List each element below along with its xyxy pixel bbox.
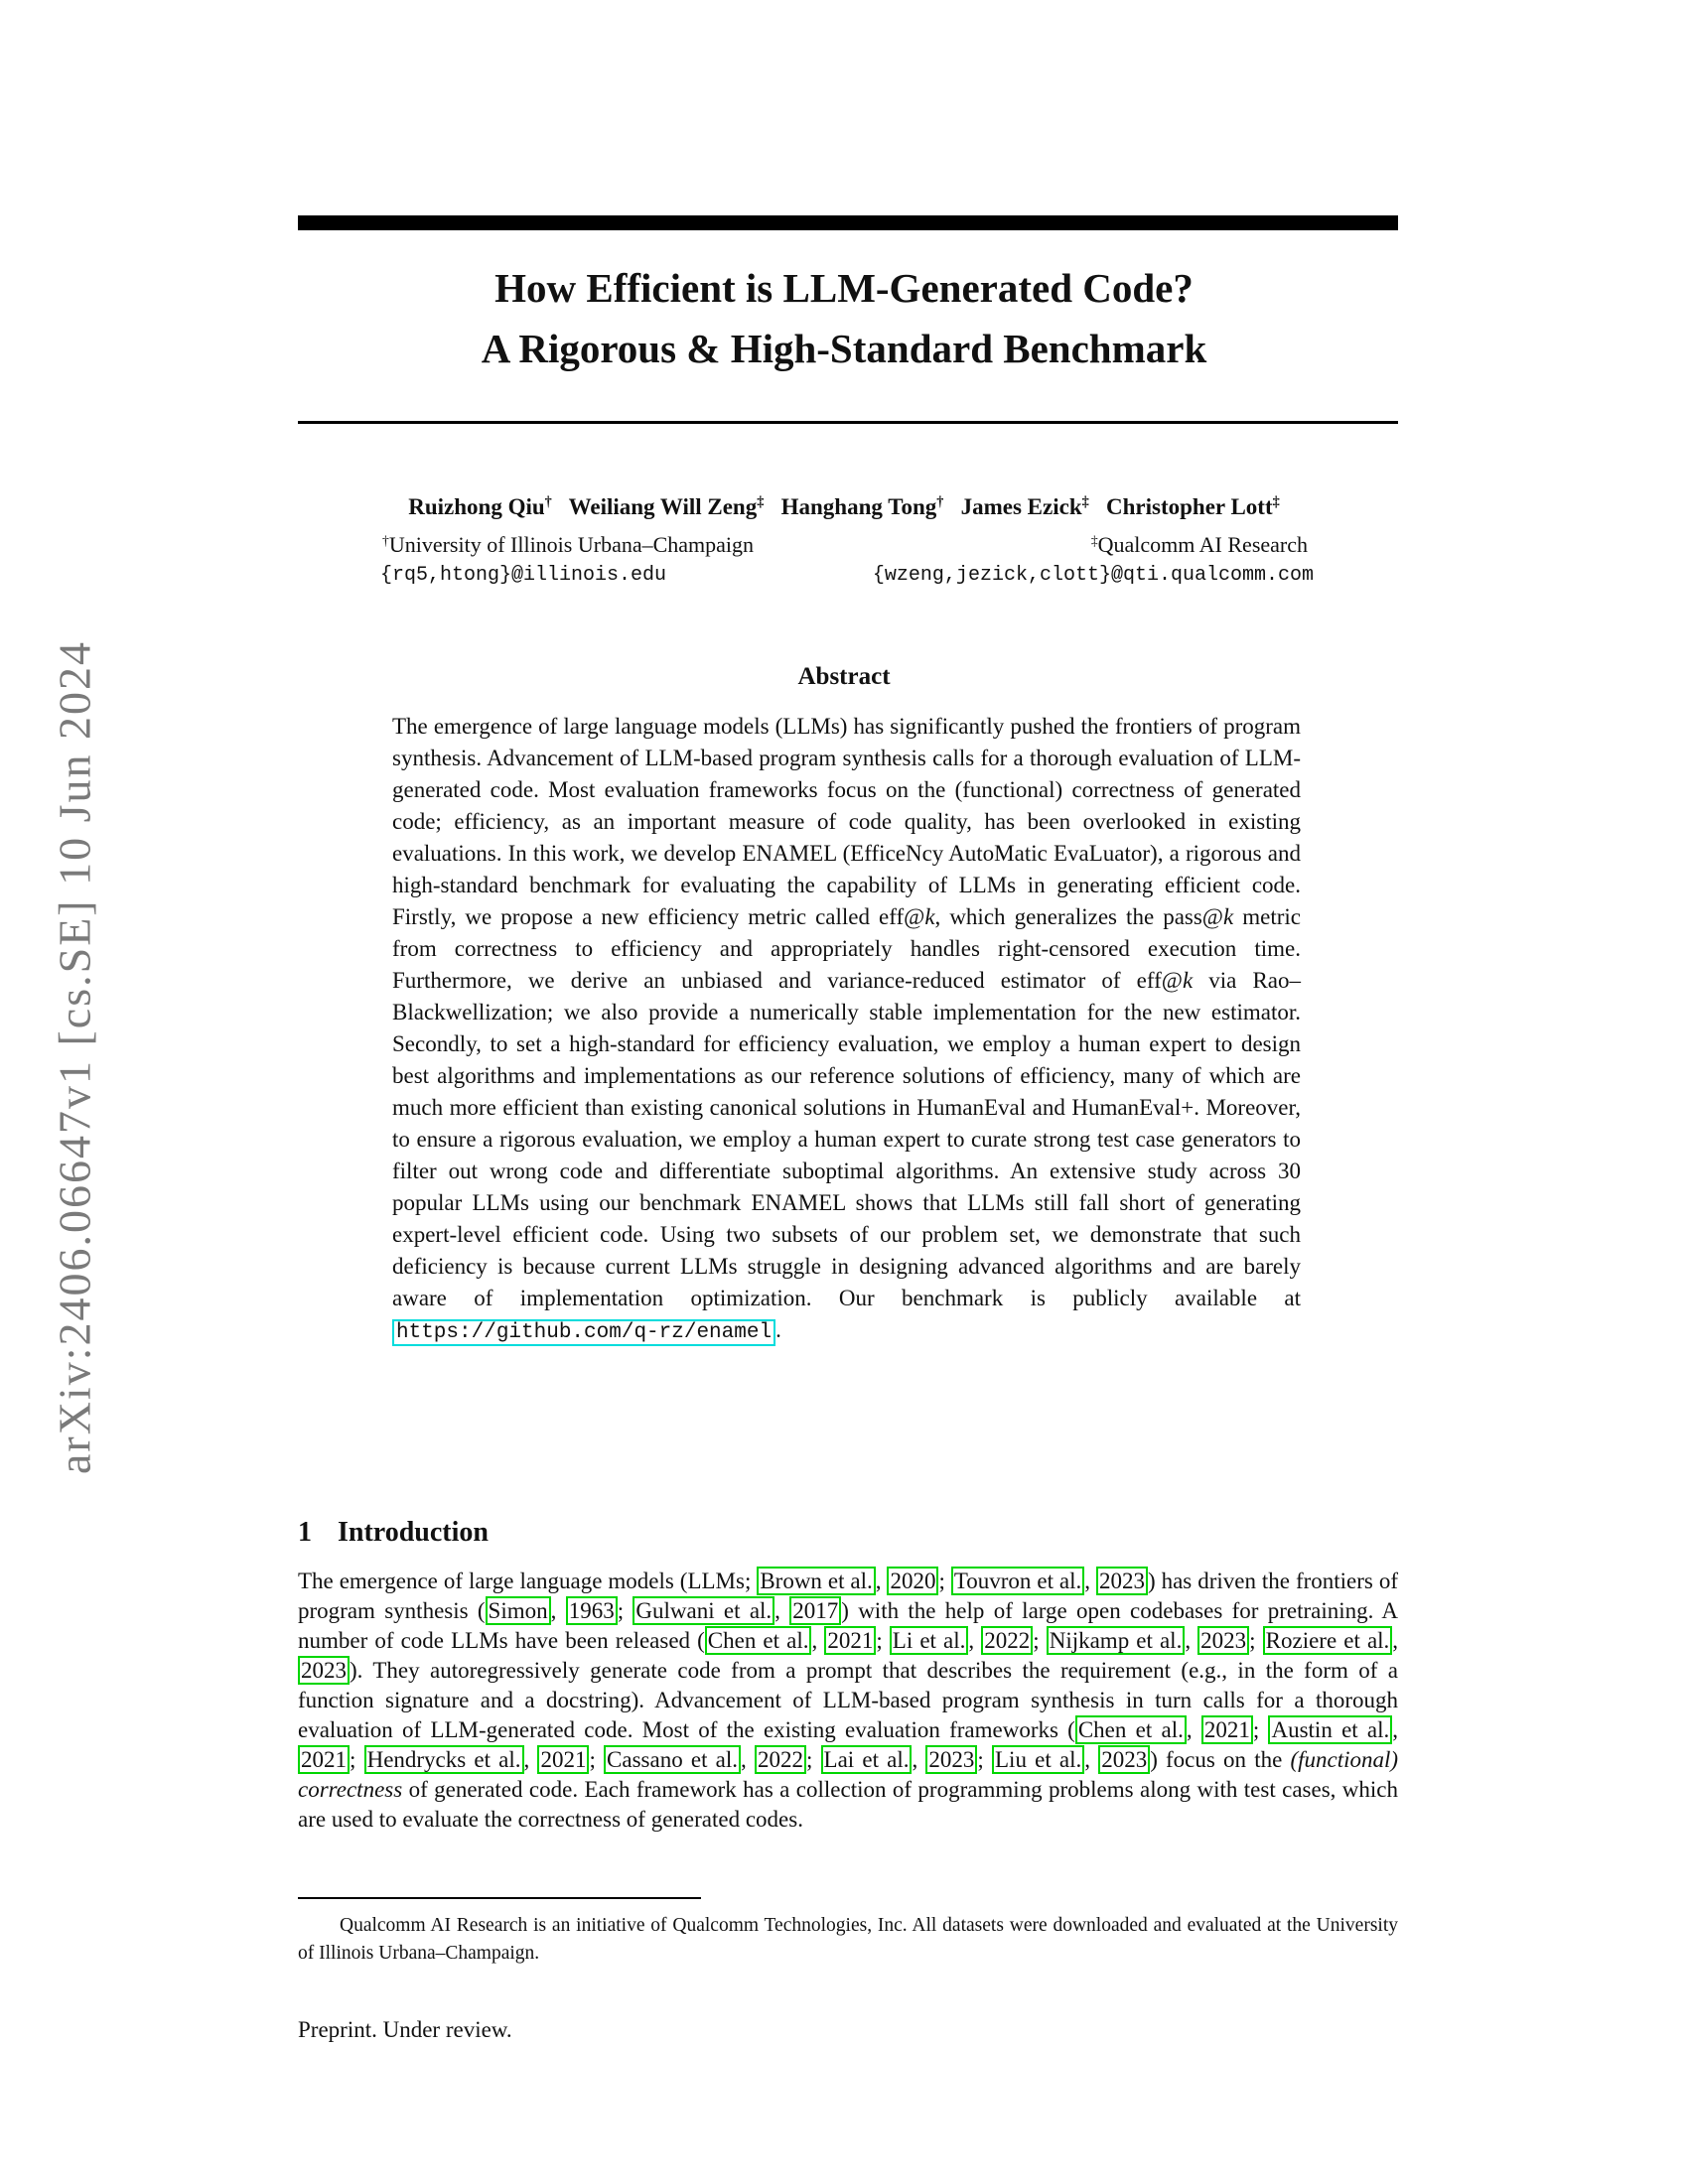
preprint-note: Preprint. Under review. bbox=[298, 2017, 512, 2042]
text-segment bbox=[552, 494, 569, 519]
text-segment: ; bbox=[1033, 1628, 1047, 1653]
text-segment: ) focus on the bbox=[1150, 1747, 1291, 1772]
text-segment: The emergence of large language models (LLMs; bbox=[298, 1569, 758, 1593]
citation-link[interactable]: Touvron et al. bbox=[951, 1567, 1084, 1595]
paper-title bbox=[0, 258, 1688, 379]
text-segment: Christopher Lott bbox=[1106, 494, 1273, 519]
citation-link[interactable]: Simon bbox=[486, 1596, 551, 1625]
text-segment: , bbox=[741, 1747, 755, 1772]
introduction-paragraph bbox=[298, 1567, 1398, 1835]
text-segment: ‡ bbox=[1090, 532, 1098, 548]
text-segment: The emergence of large language models (LLMs) has significantly pushed the frontiers of program synthesis. Advancement of LLM-based program synthesis calls for a thorough evaluation of LLM-generated code. Most evaluation frameworks focus on the (functional) correctness of generated code; efficiency, as an important measure of code quality, has been overlooked in existing evaluations. In this work, we develop ENAMEL (EfficeNcy AutoMatic EvaLuator), a rigorous and high-standard benchmark for evaluating the capability of LLMs in generating efficient code. Firstly, we propose a new efficiency metric called eff@ bbox=[392, 714, 1301, 929]
text-segment: Ruizhong Qiu bbox=[408, 494, 545, 519]
text-segment bbox=[1089, 494, 1106, 519]
citation-link[interactable]: 2021 bbox=[298, 1745, 350, 1774]
text-segment: , bbox=[523, 1747, 538, 1772]
footnote-rule bbox=[298, 1897, 701, 1899]
text-segment: k bbox=[1223, 904, 1234, 929]
text-segment: † bbox=[544, 494, 552, 511]
citation-link[interactable]: Nijkamp et al. bbox=[1047, 1626, 1186, 1655]
footnote-text: Qualcomm AI Research is an initiative of Qualcomm Technologies, Inc. All datasets were downloaded and evaluated at the University of Illinois Urbana–Champaign. bbox=[298, 1915, 1398, 1964]
citation-link[interactable]: 1963 bbox=[566, 1596, 618, 1625]
citation-link[interactable]: 2021 bbox=[537, 1745, 589, 1774]
text-segment: k bbox=[1182, 968, 1194, 993]
text-segment: University of Illinois Urbana–Champaign bbox=[388, 532, 755, 557]
citation-link[interactable]: Brown et al. bbox=[757, 1567, 875, 1595]
text-segment: k bbox=[924, 904, 935, 929]
citation-link[interactable]: 2023 bbox=[298, 1656, 350, 1685]
citation-link[interactable]: 2021 bbox=[1201, 1715, 1253, 1744]
text-segment: Qualcomm AI Research bbox=[1097, 532, 1308, 557]
citation-link[interactable]: Cassano et al. bbox=[604, 1745, 741, 1774]
citation-link[interactable]: 2022 bbox=[755, 1745, 806, 1774]
abstract-heading: Abstract bbox=[797, 663, 891, 690]
url-link[interactable]: https://github.com/q-rz/enamel bbox=[392, 1319, 775, 1346]
citation-link[interactable]: 2022 bbox=[981, 1626, 1033, 1655]
header-rule bbox=[298, 215, 1398, 230]
citation-link[interactable]: Chen et al. bbox=[705, 1626, 812, 1655]
text-segment: Hanghang Tong bbox=[780, 494, 937, 519]
affiliation-uiuc bbox=[382, 532, 754, 558]
paper-title-line-2: A Rigorous & High-Standard Benchmark bbox=[481, 326, 1207, 371]
text-segment: metric from correctness to efficiency and appropriately handles right-censored execution time. Furthermore, we derive an unbiased and variance-reduced estimator of eff@ bbox=[392, 904, 1302, 993]
text-segment: , bbox=[1392, 1717, 1399, 1742]
citation-link[interactable]: Chen et al. bbox=[1075, 1715, 1187, 1744]
text-segment: , which generalizes the pass@ bbox=[934, 904, 1223, 929]
text-segment: ; bbox=[938, 1569, 951, 1593]
text-segment: . bbox=[775, 1317, 781, 1342]
text-segment bbox=[764, 494, 780, 519]
citation-link[interactable]: 2021 bbox=[824, 1626, 876, 1655]
text-segment: , bbox=[912, 1747, 926, 1772]
affiliation-qualcomm bbox=[1091, 532, 1308, 558]
text-segment: ; bbox=[1249, 1628, 1263, 1653]
citation-link[interactable]: 2020 bbox=[887, 1567, 938, 1595]
text-segment: , bbox=[968, 1628, 982, 1653]
citation-link[interactable]: Hendrycks et al. bbox=[364, 1745, 524, 1774]
text-segment: ‡ bbox=[1272, 494, 1280, 511]
text-segment: ; bbox=[1252, 1717, 1269, 1742]
text-segment: , bbox=[1084, 1747, 1099, 1772]
text-segment: , bbox=[875, 1569, 888, 1593]
text-segment: ; bbox=[589, 1747, 605, 1772]
text-segment: , bbox=[774, 1598, 790, 1623]
text-segment: , bbox=[811, 1628, 825, 1653]
text-segment: (functional) correctness bbox=[298, 1747, 1399, 1802]
text-segment: ). They autoregressively generate code from a prompt that describes the requirement (e.g., in the form of a function signature and a docstring). Advancement of LLM-based program synthesis in turn calls for a thorough evaluation of LLM-generated code. Most of the existing evaluation frameworks ( bbox=[298, 1658, 1398, 1742]
text-segment: ; bbox=[977, 1747, 992, 1772]
text-segment: ; bbox=[350, 1747, 364, 1772]
arxiv-watermark: arXiv:2406.06647v1 [cs.SE] 10 Jun 2024 bbox=[49, 639, 100, 1475]
citation-link[interactable]: 2023 bbox=[1098, 1745, 1150, 1774]
text-segment: of generated code. Each framework has a collection of programming problems along with test cases, which are used to evaluate the correctness of generated codes. bbox=[298, 1777, 1398, 1832]
citation-link[interactable]: Liu et al. bbox=[992, 1745, 1084, 1774]
title-rule bbox=[298, 421, 1398, 424]
text-segment: Weiliang Will Zeng bbox=[568, 494, 758, 519]
citation-link[interactable]: Austin et al. bbox=[1268, 1715, 1392, 1744]
text-segment: † bbox=[382, 532, 389, 548]
text-segment: ; bbox=[805, 1747, 821, 1772]
citation-link[interactable]: 2023 bbox=[1096, 1567, 1148, 1595]
paper-title-line-1: How Efficient is LLM-Generated Code? bbox=[494, 265, 1194, 311]
author-emails bbox=[380, 564, 1314, 587]
text-segment: via Rao–Blackwellization; we also provide a numerically stable implementation for the new estimator. Secondly, to set a high-standard for efficiency evaluation, we employ a human expert to design best algorithms and implementations as our reference solutions of efficiency, many of which are much more efficient than existing canonical solutions in HumanEval and HumanEval+. Moreover, to ensure a rigorous evaluation, we employ a human expert to curate strong test case generators to filter out wrong code and differentiate suboptimal algorithms. An extensive study across 30 popular LLMs using our benchmark ENAMEL shows that LLMs still fall short of generating expert-level efficient code. Using two subsets of our problem set, we demonstrate that such deficiency is because current LLMs struggle in designing advanced algorithms and are barely aware of implementation optimization. Our benchmark is publicly available at bbox=[392, 968, 1302, 1310]
text-segment: ; bbox=[617, 1598, 633, 1623]
text-segment: ) has driven the frontiers of program synthesis ( bbox=[298, 1569, 1398, 1623]
abstract-text bbox=[392, 711, 1301, 1349]
email-uiuc: {rq5,htong}@illinois.edu bbox=[380, 564, 667, 587]
citation-link[interactable]: Li et al. bbox=[890, 1626, 969, 1655]
text-segment: ) with the help of large open codebases for pretraining. A number of code LLMs have been released ( bbox=[298, 1598, 1399, 1653]
text-segment: , bbox=[1186, 1717, 1201, 1742]
text-segment: ‡ bbox=[757, 494, 765, 511]
section-number: 1 bbox=[298, 1517, 312, 1548]
text-segment: , bbox=[1392, 1628, 1399, 1653]
text-segment: ‡ bbox=[1081, 494, 1089, 511]
citation-link[interactable]: Lai et al. bbox=[821, 1745, 913, 1774]
citation-link[interactable]: 2017 bbox=[789, 1596, 841, 1625]
citation-link[interactable]: Gulwani et al. bbox=[633, 1596, 774, 1625]
citation-link[interactable]: Roziere et al. bbox=[1263, 1626, 1393, 1655]
text-segment: ; bbox=[876, 1628, 890, 1653]
text-segment: , bbox=[1084, 1569, 1096, 1593]
text-segment: † bbox=[936, 494, 944, 511]
text-segment: , bbox=[550, 1598, 566, 1623]
text-segment: James Ezick bbox=[960, 494, 1082, 519]
section-heading-introduction bbox=[298, 1517, 489, 1549]
citation-link[interactable]: 2023 bbox=[925, 1745, 977, 1774]
citation-link[interactable]: 2023 bbox=[1197, 1626, 1249, 1655]
text-segment: , bbox=[1185, 1628, 1198, 1653]
section-title: Introduction bbox=[338, 1517, 489, 1548]
text-segment bbox=[943, 494, 960, 519]
affiliations bbox=[382, 532, 1308, 558]
author-list bbox=[0, 494, 1688, 520]
email-qualcomm: {wzeng,jezick,clott}@qti.qualcomm.com bbox=[872, 564, 1314, 587]
